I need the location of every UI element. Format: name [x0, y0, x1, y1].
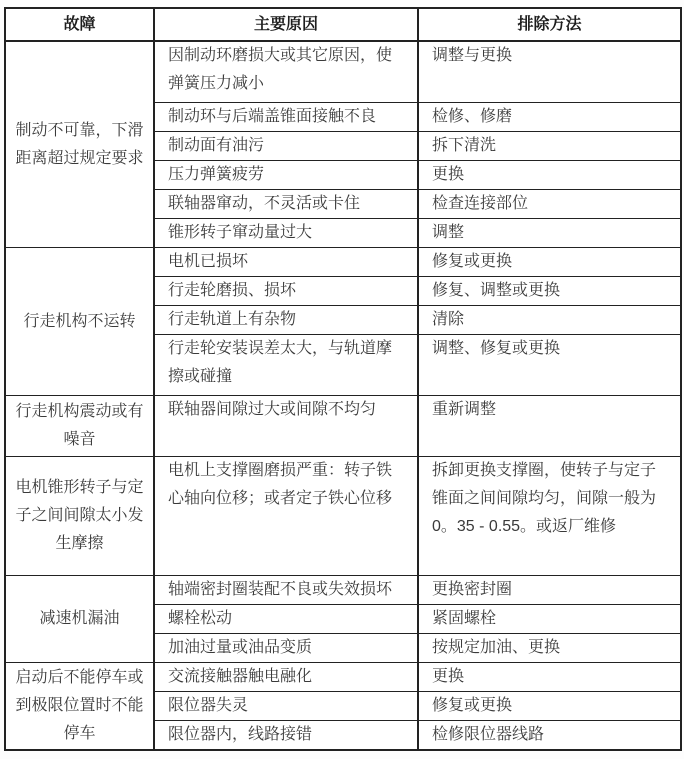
fault-cell: 减速机漏油	[5, 576, 154, 663]
cause-cell: 行走轨道上有杂物	[154, 306, 418, 335]
fault-cell: 启动后不能停车或到极限位置时不能停车	[5, 663, 154, 751]
cause-cell: 螺栓松动	[154, 605, 418, 634]
fault-cell: 制动不可靠，下滑距离超过规定要求	[5, 41, 154, 248]
cause-cell: 联轴器窜动，不灵活或卡住	[154, 190, 418, 219]
remedy-cell: 检修、修磨	[418, 103, 681, 132]
remedy-cell: 检查连接部位	[418, 190, 681, 219]
remedy-cell: 清除	[418, 306, 681, 335]
cause-cell: 行走轮磨损、损坏	[154, 277, 418, 306]
column-header-cause: 主要原因	[154, 8, 418, 41]
cause-cell: 联轴器间隙过大或间隙不均匀	[154, 396, 418, 457]
remedy-cell: 重新调整	[418, 396, 681, 457]
remedy-cell: 按规定加油、更换	[418, 634, 681, 663]
remedy-cell: 拆卸更换支撑圈，使转子与定子锥面之间间隙均匀，间隙一般为0。35 - 0.55。或返厂维修	[418, 457, 681, 576]
table-row	[5, 576, 681, 605]
cause-cell: 因制动环磨损大或其它原因，使弹簧压力减小	[154, 41, 418, 103]
cause-cell: 制动环与后端盖锥面接触不良	[154, 103, 418, 132]
remedy-cell: 修复或更换	[418, 248, 681, 277]
remedy-cell: 更换	[418, 663, 681, 692]
cause-cell: 压力弹簧疲劳	[154, 161, 418, 190]
remedy-cell: 检修限位器线路	[418, 721, 681, 751]
cause-cell: 限位器内，线路接错	[154, 721, 418, 751]
remedy-cell: 紧固螺栓	[418, 605, 681, 634]
column-header-fault: 故障	[5, 8, 154, 41]
fault-cell: 行走机构不运转	[5, 248, 154, 396]
cause-cell: 电机已损坏	[154, 248, 418, 277]
table-row	[5, 663, 681, 692]
header-row	[5, 8, 681, 41]
column-header-remedy: 排除方法	[418, 8, 681, 41]
table-row	[5, 396, 681, 457]
cause-cell: 制动面有油污	[154, 132, 418, 161]
cause-cell: 加油过量或油品变质	[154, 634, 418, 663]
table-row	[5, 248, 681, 277]
remedy-cell: 拆下清洗	[418, 132, 681, 161]
remedy-cell: 调整与更换	[418, 41, 681, 103]
cause-cell: 轴端密封圈装配不良或失效损坏	[154, 576, 418, 605]
remedy-cell: 更换	[418, 161, 681, 190]
remedy-cell: 调整、修复或更换	[418, 335, 681, 396]
remedy-cell: 更换密封圈	[418, 576, 681, 605]
cause-cell: 行走轮安装误差太大，与轨道摩擦或碰撞	[154, 335, 418, 396]
table-row	[5, 41, 681, 103]
fault-cell: 电机锥形转子与定子之间间隙太小发生摩擦	[5, 457, 154, 576]
cause-cell: 电机上支撑圈磨损严重：转子铁心轴向位移；或者定子铁心位移	[154, 457, 418, 576]
cause-cell: 锥形转子窜动量过大	[154, 219, 418, 248]
cause-cell: 交流接触器触电融化	[154, 663, 418, 692]
remedy-cell: 修复、调整或更换	[418, 277, 681, 306]
fault-troubleshooting-table	[4, 7, 682, 751]
fault-cell: 行走机构震动或有噪音	[5, 396, 154, 457]
cause-cell: 限位器失灵	[154, 692, 418, 721]
table-row	[5, 457, 681, 576]
remedy-cell: 调整	[418, 219, 681, 248]
remedy-cell: 修复或更换	[418, 692, 681, 721]
